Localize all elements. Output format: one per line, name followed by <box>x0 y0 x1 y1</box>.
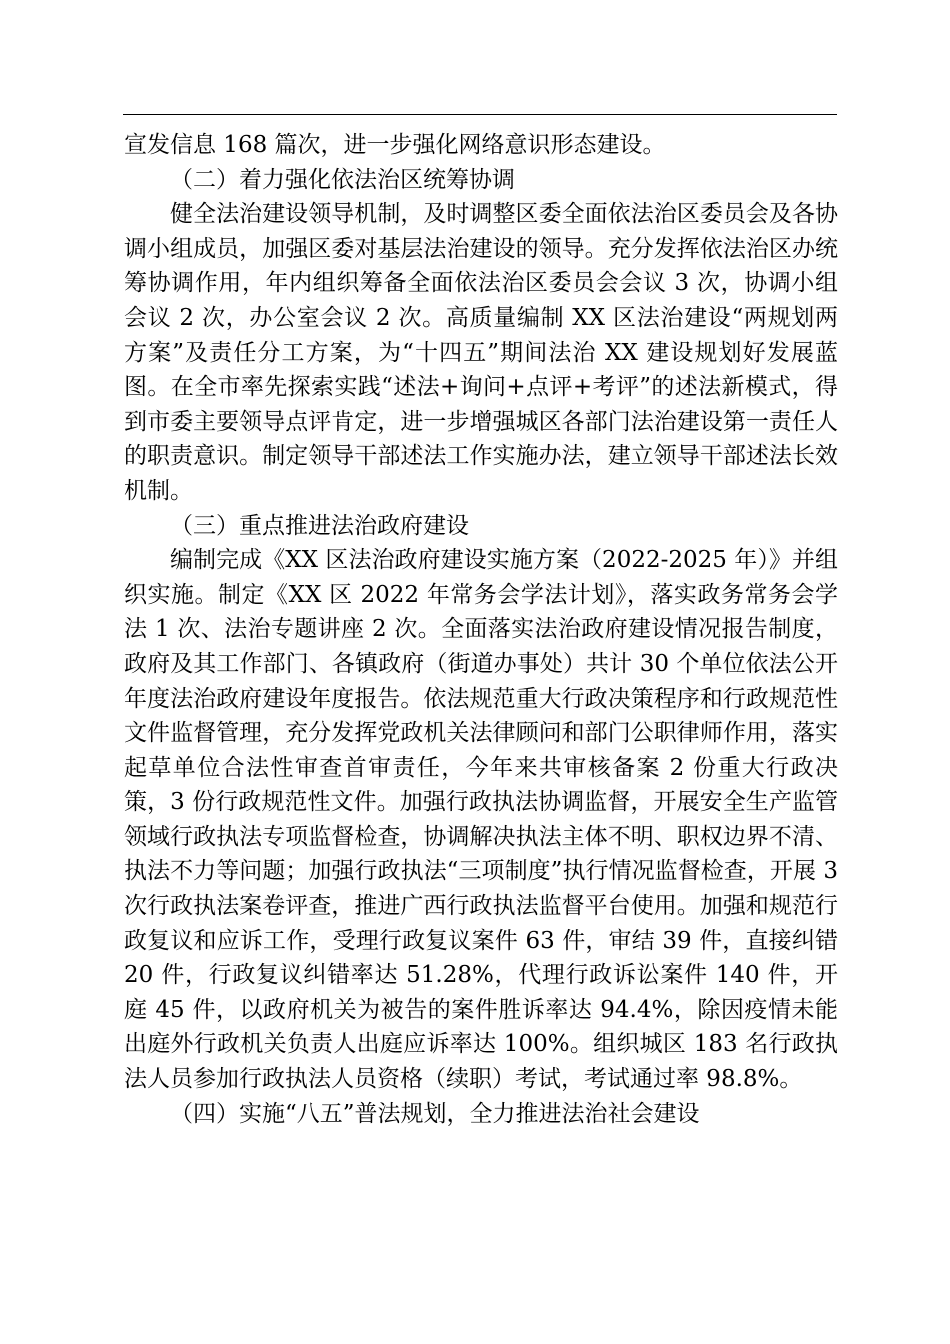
section-heading-4: （四）实施“八五”普法规划，全力推进法治社会建设 <box>170 1100 700 1127</box>
document-body <box>124 128 838 1131</box>
section-heading-3: （三）重点推进法治政府建设 <box>170 512 469 539</box>
section-heading-2: （二）着力强化依法治区统筹协调 <box>170 166 515 193</box>
paragraph-government-rule-of-law: 编制完成《XX 区法治政府建设实施方案（2022-2025 年）》并组织实施。制定《XX 区 2022 年常务会学法计划》，落实政务常务会学法 1 次、法治专题讲座 2 次。全面落实法治政府建设情况报告制度，政府及其工作部门、各镇政府（街道办事处）共计 30 个单位依法公开年度法治政府建设年度报告。依法规范重大行政决策程序和行政规范性文件监督管理，充分发挥党政机关法律顾问和部门公职律师作用，落实起草单位合法性审查首审责任，今年来共审核备案 2 份重大行政决策，3 份行政规范性文件。加强行政执法协调监督，开展安全生产监管领域行政执法专项监督检查，协调解决执法主体不明、职权边界不清、执法不力等问题；加强行政执法“三项制度”执行情况监督检查，开展 3 次行政执法案卷评查，推进广西行政执法监督平台使用。加强和规范行政复议和应诉工作，受理行政复议案件 63 件，审结 39 件，直接纠错 20 件，行政复议纠错率达 51.28%，代理行政诉讼案件 140 件，开庭 45 件，以政府机关为被告的案件胜诉率达 94.4%，除因疫情未能出庭外行政机关负责人出庭应诉率达 100%。组织城区 183 名行政执法人员参加行政执法人员资格（续职）考试，考试通过率 98.8%。 <box>124 547 838 1093</box>
paragraph-continuation: 宣发信息 168 篇次，进一步强化网络意识形态建设。 <box>124 132 666 158</box>
header-rule <box>123 114 837 115</box>
paragraph-legal-leadership: 健全法治建设领导机制，及时调整区委全面依法治区委员会及各协调小组成员，加强区委对基层法治建设的领导。充分发挥依法治区办统筹协调作用，年内组织筹备全面依法治区委员会会议 3 次，协调小组会议 2 次，办公室会议 2 次。高质量编制 XX 区法治建设“两规划两方案”及责任分工方案，为“十四五”期间法治 XX 建设规划好发展蓝图。在全市率先探索实践“述法+询问+点评+考评”的述法新模式，得到市委主要领导点评肯定，进一步增强城区各部门法治建设第一责任人的职责意识。制定领导干部述法工作实施办法，建立领导干部述法长效机制。 <box>124 201 838 504</box>
